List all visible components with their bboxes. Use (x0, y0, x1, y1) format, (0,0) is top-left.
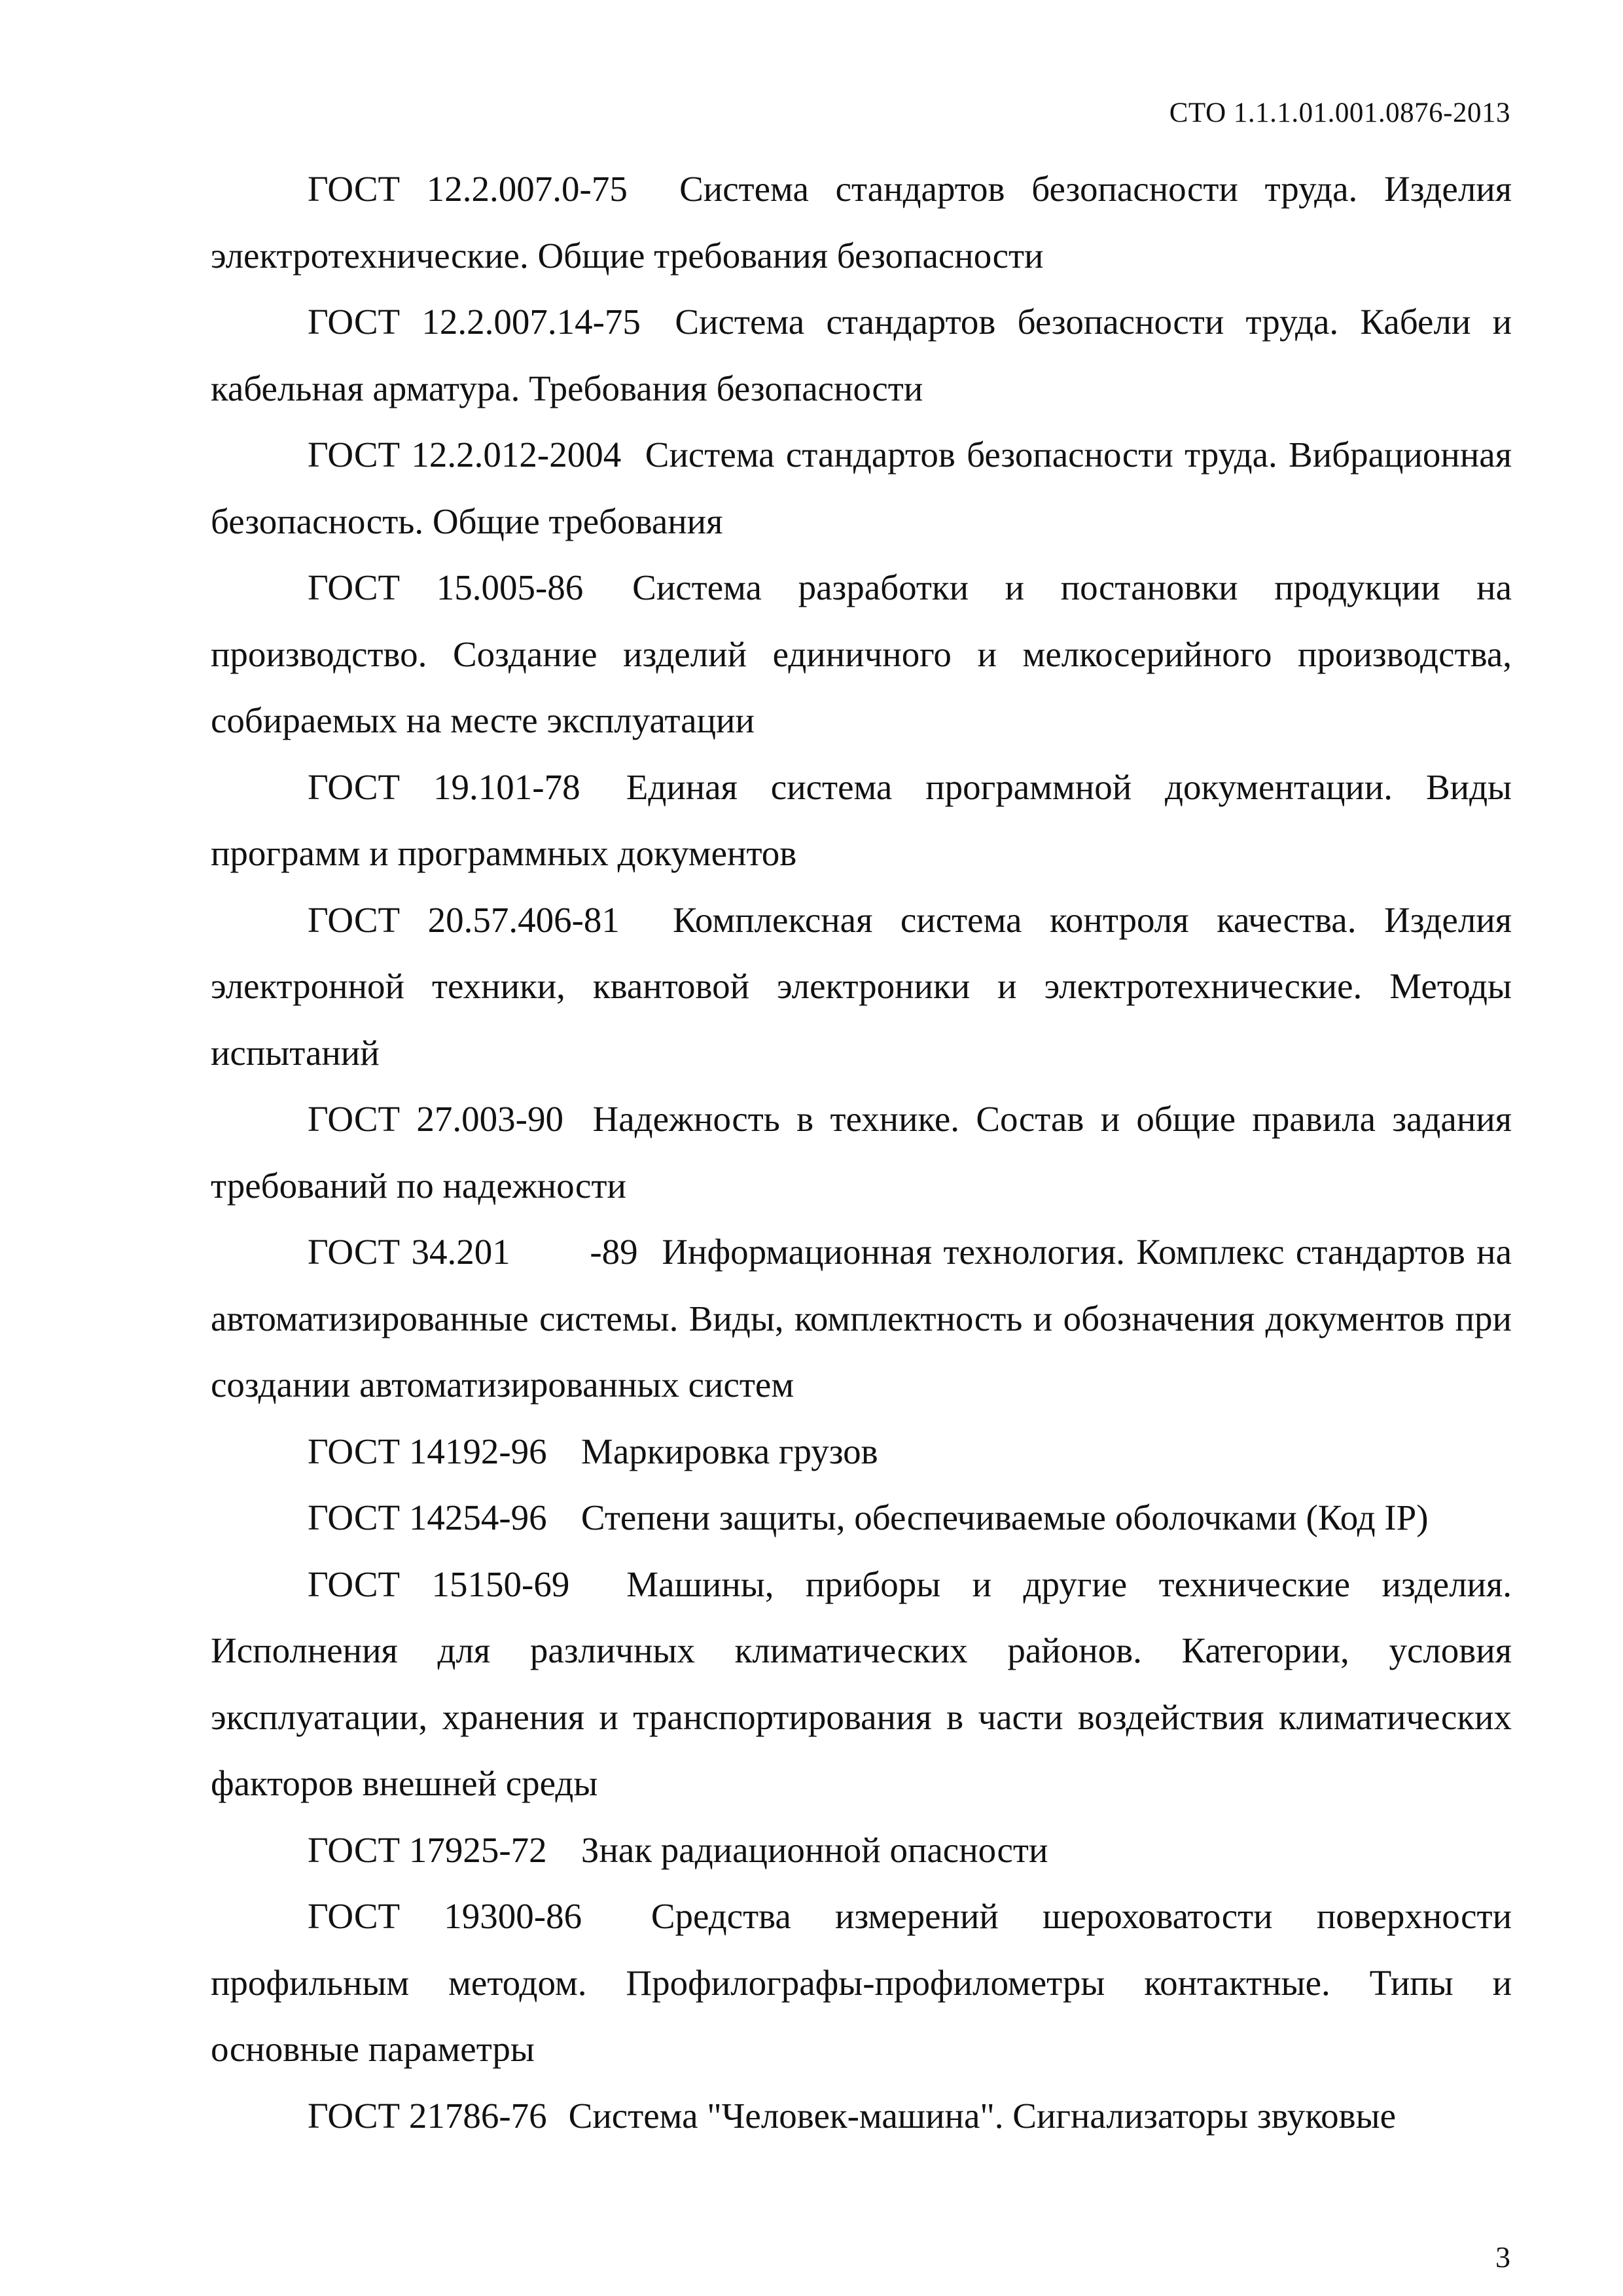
reference-code: ГОСТ 20.57.406-81 (308, 899, 620, 940)
reference-title: Система стандартов безопасности труда. Вибрационная безопасность. Общие требования (211, 435, 1512, 541)
reference-item (211, 1086, 1512, 1219)
reference-title: Маркировка грузов (580, 1431, 878, 1471)
reference-title: Система стандартов безопасности труда. Кабели и кабельная арматура. Требования безопасности (211, 302, 1512, 408)
reference-code: ГОСТ 19300-86 (308, 1896, 582, 1936)
reference-item (211, 1418, 1512, 1485)
document-code-header: СТО 1.1.1.01.001.0876-2013 (1169, 98, 1510, 128)
reference-code: ГОСТ 34.201 -89 (308, 1232, 638, 1272)
page-number: 3 (1495, 2240, 1510, 2274)
reference-code: ГОСТ 12.2.007.14-75 (308, 302, 641, 342)
reference-code: ГОСТ 14192-96 (308, 1431, 547, 1471)
reference-title: Средства измерений шероховатости поверхности профильным методом. Профилографы-профилометры контактные. Типы и основные параметры (211, 1896, 1512, 2069)
reference-code: ГОСТ 21786-76 (308, 2095, 547, 2136)
reference-title: Комплексная система контроля качества. Изделия электронной техники, квантовой электроники и электротехнические. Методы испытаний (211, 899, 1512, 1073)
reference-item (211, 554, 1512, 754)
reference-code: ГОСТ 12.2.007.0-75 (308, 169, 628, 209)
normative-references-list (211, 156, 1512, 2149)
reference-item (211, 1551, 1512, 1817)
reference-item (211, 289, 1512, 422)
reference-item (211, 1219, 1512, 1418)
reference-item (211, 754, 1512, 887)
reference-item (211, 1817, 1512, 1884)
reference-title: Система стандартов безопасности труда. Изделия электротехнические. Общие требования безопасности (211, 169, 1512, 276)
reference-code: ГОСТ 14254-96 (308, 1498, 547, 1537)
reference-title: Знак радиационной опасности (580, 1829, 1048, 1870)
reference-item (211, 1484, 1512, 1551)
reference-item (211, 1883, 1512, 2083)
reference-code: ГОСТ 17925-72 (308, 1829, 547, 1870)
reference-code: ГОСТ 12.2.012-2004 (308, 435, 622, 475)
reference-title: Система разработки и постановки продукции на производство. Создание изделий единичного и мелкосерийного производства, собираемых на месте эксплуатации (211, 567, 1512, 740)
reference-code: ГОСТ 19.101-78 (308, 766, 580, 807)
reference-title: Степени защиты, обеспечиваемые оболочками (Код IP) (580, 1498, 1429, 1537)
reference-code: ГОСТ 15150-69 (308, 1564, 570, 1604)
reference-title: Система "Человек-машина". Сигнализаторы звуковые (568, 2095, 1397, 2136)
reference-title: Единая система программной документации. Виды программ и программных документов (211, 766, 1512, 873)
reference-title: Информационная технология. Комплекс стандартов на автоматизированные системы. Виды, комплектность и обозначения документов при создании автоматизированных систем (211, 1232, 1512, 1405)
reference-code: ГОСТ 15.005-86 (308, 567, 584, 607)
reference-title: Машины, приборы и другие технические изделия. Исполнения для различных климатических районов. Категории, условия эксплуатации, хранения и транспортирования в части воздействия климатических факторов внешней среды (211, 1564, 1512, 1803)
reference-title: Надежность в технике. Состав и общие правила задания требований по надежности (211, 1099, 1512, 1206)
reference-item (211, 2083, 1512, 2149)
reference-item (211, 887, 1512, 1086)
reference-code: ГОСТ 27.003-90 (308, 1099, 563, 1139)
reference-item (211, 422, 1512, 554)
reference-item (211, 156, 1512, 289)
